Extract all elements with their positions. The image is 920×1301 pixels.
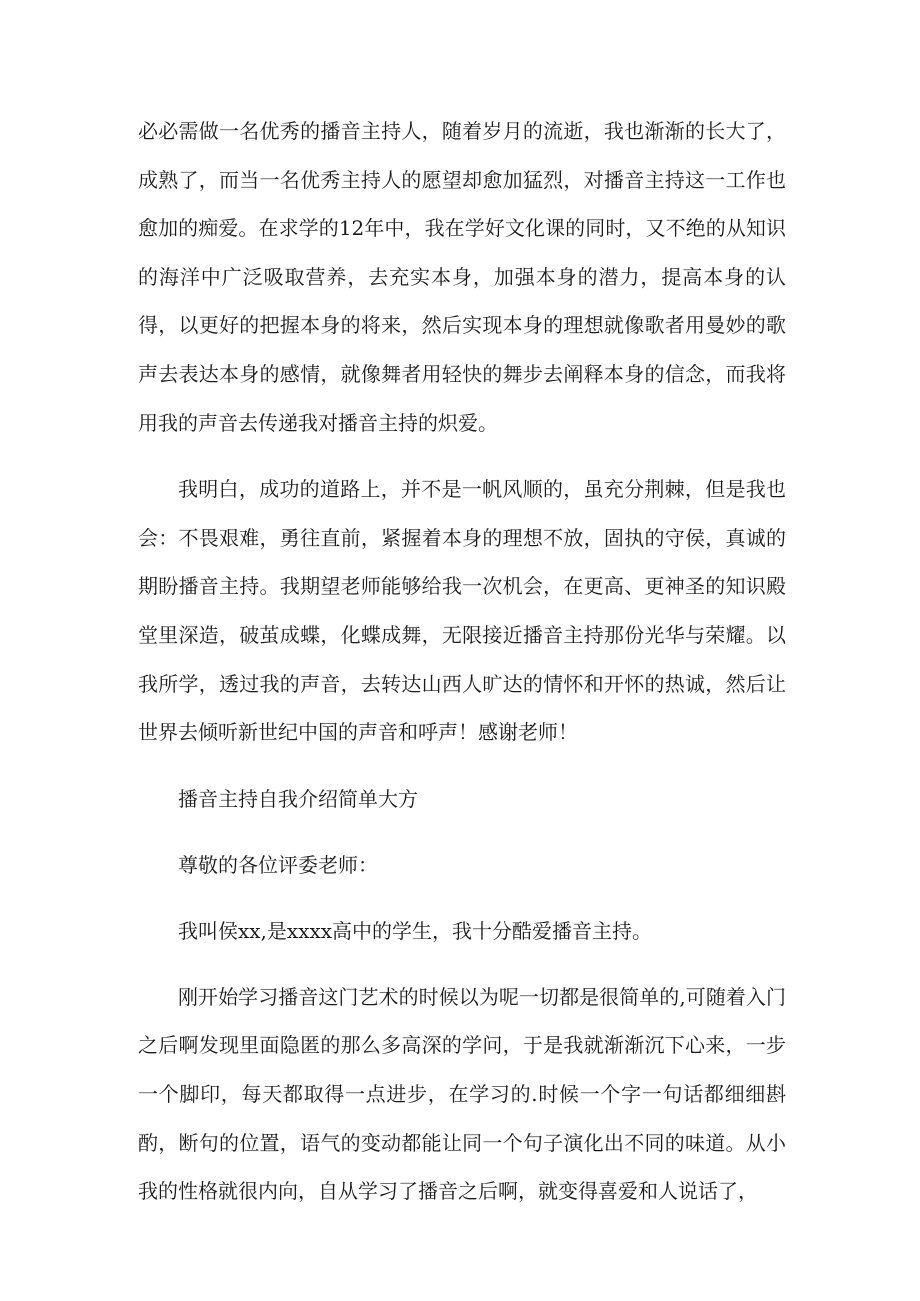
paragraph-3: 刚开始学习播音这门艺术的时候以为呢一切都是很简单的,可随着入门之后啊发现里面隐匿的那么多高深的学问，于是我就渐渐沉下心来，一步一个脚印，每天都取得一点进步，在学习的.时候一个字一句话都细细斟酌，断句的位置，语气的变动都能让同一个句子演化出不同的味道。从小我的性格就很内向，自从学习了播音之后啊，就变得喜爱和人说话了， bbox=[138, 984, 786, 1204]
paragraph-intro: 我叫侯xx,是xxxx高中的学生，我十分酷爱播音主持。 bbox=[178, 918, 653, 943]
salutation: 尊敬的各位评委老师： bbox=[178, 852, 378, 877]
section-heading: 播音主持自我介绍简单大方 bbox=[178, 786, 418, 811]
paragraph-2: 我明白，成功的道路上，并不是一帆风顺的，虽充分荆棘，但是我也会：不畏艰难，勇往直前，紧握着本身的理想不放，固执的守侯，真诚的期盼播音主持。我期望老师能够给我一次机会，在更高、更神圣的知识殿堂里深造，破茧成蝶，化蝶成舞，无限接近播音主持那份光华与荣耀。以我所学，透过我的声音，去转达山西人旷达的情怀和开怀的热诚，然后让世界去倾听新世纪中国的声音和呼声！感谢老师！ bbox=[138, 477, 786, 745]
paragraph-1: 必必需做一名优秀的播音主持人，随着岁月的流逝，我也渐渐的长大了，成熟了，而当一名优秀主持人的愿望却愈加猛烈，对播音主持这一工作也愈加的痴爱。在求学的12年中，我在学好文化课的同时，又不绝的从知识的海洋中广泛吸取营养，去充实本身，加强本身的潜力，提高本身的认得，以更好的把握本身的将来，然后实现本身的理想就像歌者用曼妙的歌声去表达本身的感情，就像舞者用轻快的舞步去阐释本身的信念，而我将用我的声音去传递我对播音主持的炽爱。 bbox=[138, 119, 786, 435]
document-body bbox=[138, 107, 786, 1234]
